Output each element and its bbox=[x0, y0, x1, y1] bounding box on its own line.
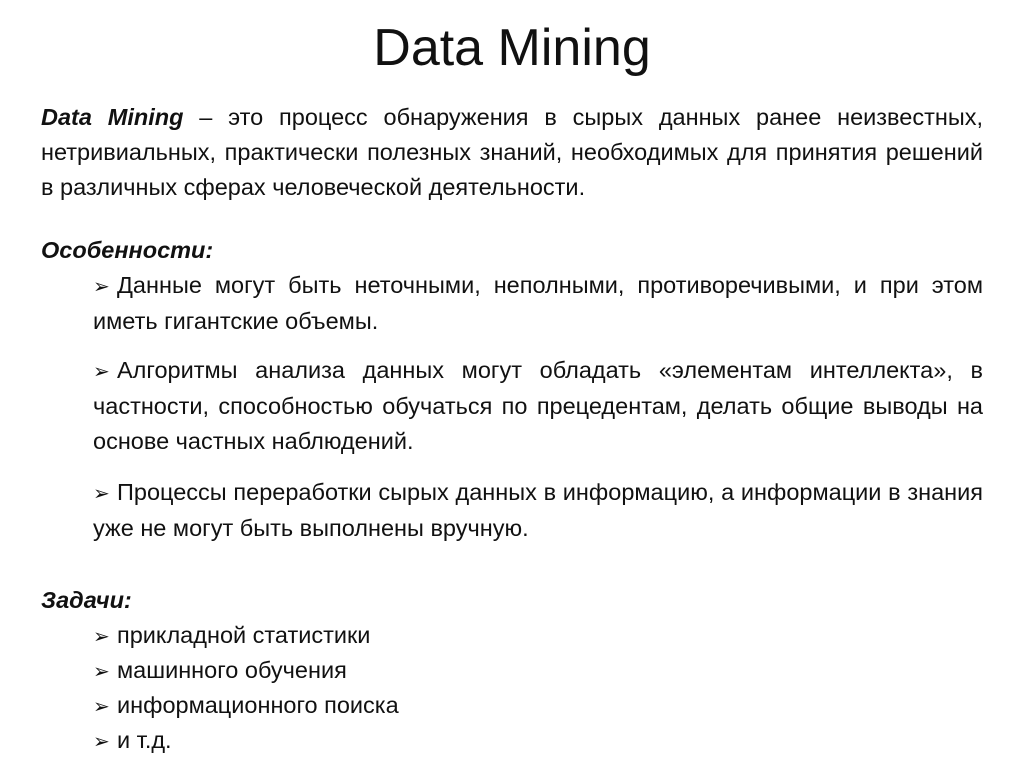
task-list bbox=[93, 618, 793, 758]
arrowhead-bullet-icon: ➢ bbox=[93, 729, 110, 753]
arrowhead-bullet-icon: ➢ bbox=[93, 624, 110, 648]
feature-list-3 bbox=[93, 475, 983, 546]
task-item-text: информационного поиска bbox=[117, 692, 399, 718]
features-heading: Особенности: bbox=[41, 237, 214, 263]
feature-item-text: Алгоритмы анализа данных могут обладать «элементам интеллекта», в частности, способностью обучаться по прецедентам, делать общие выводы на основе частных наблюдений. bbox=[93, 357, 983, 454]
arrowhead-bullet-icon: ➢ bbox=[93, 274, 110, 298]
arrowhead-bullet-icon: ➢ bbox=[93, 694, 110, 718]
feature-item-text: Процессы переработки сырых данных в информацию, а информации в знания уже не могут быть выполнены вручную. bbox=[93, 479, 983, 541]
task-item bbox=[93, 688, 793, 723]
intro-paragraph bbox=[41, 100, 983, 205]
task-item bbox=[93, 723, 793, 758]
intro-term: Data Mining bbox=[41, 104, 184, 130]
intro-definition: – это процесс обнаружения в сырых данных ранее неизвестных, нетривиальных, практически полезных знаний, необходимых для принятия решений в различных сферах человеческой деятельности. bbox=[41, 104, 984, 200]
feature-item bbox=[93, 268, 983, 339]
feature-item bbox=[93, 353, 983, 459]
task-item bbox=[93, 618, 793, 653]
feature-list-1 bbox=[93, 268, 983, 339]
tasks-heading: Задачи: bbox=[41, 587, 132, 613]
arrowhead-bullet-icon: ➢ bbox=[93, 659, 110, 683]
task-item-text: машинного обучения bbox=[117, 657, 347, 683]
task-item-text: и т.д. bbox=[117, 727, 172, 753]
task-item-text: прикладной статистики bbox=[117, 622, 371, 648]
arrowhead-bullet-icon: ➢ bbox=[93, 359, 110, 383]
feature-item bbox=[93, 475, 983, 546]
task-item bbox=[93, 653, 793, 688]
feature-list-2 bbox=[93, 353, 983, 459]
feature-item-text: Данные могут быть неточными, неполными, противоречивыми, и при этом иметь гигантские объемы. bbox=[93, 272, 983, 334]
slide-title: Data Mining bbox=[373, 19, 651, 77]
arrowhead-bullet-icon: ➢ bbox=[93, 481, 110, 505]
